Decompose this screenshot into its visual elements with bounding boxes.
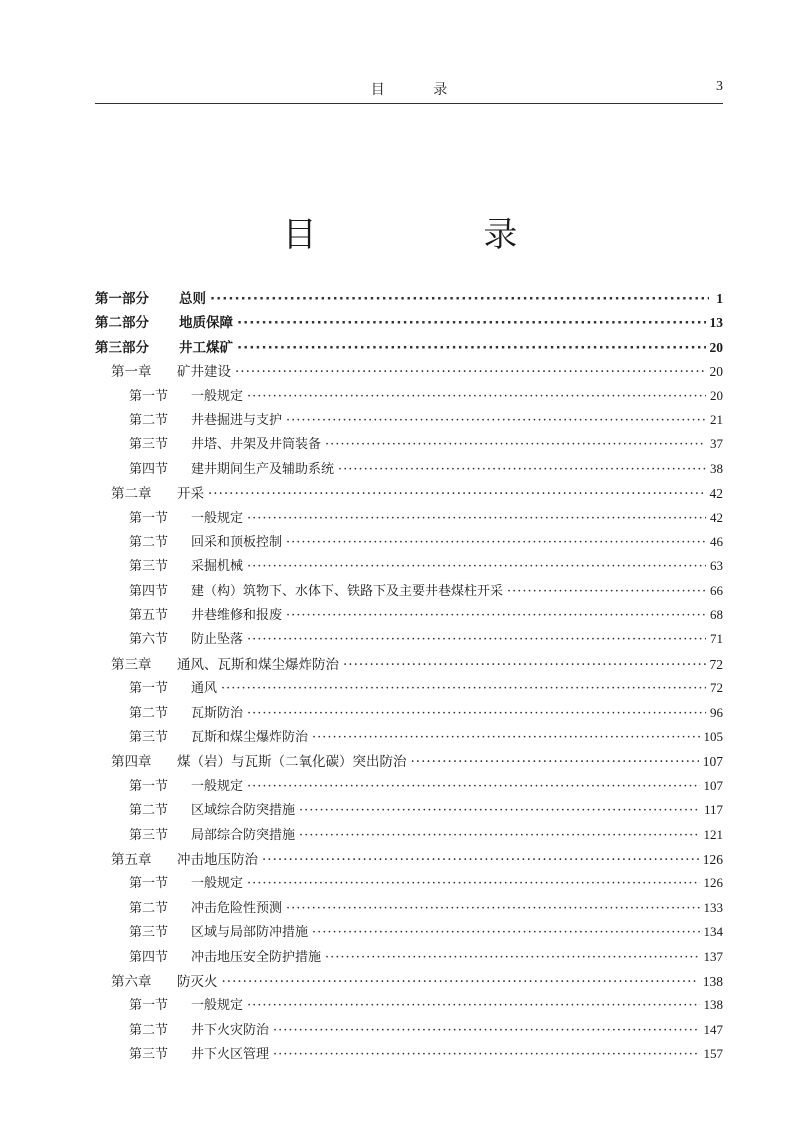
toc-entry-page: 72 [709, 656, 723, 672]
dot-leader [237, 340, 706, 356]
toc-entry-number: 第三节 [129, 925, 169, 941]
toc-entry-number: 第一章 [111, 364, 152, 381]
toc-entry-title: 防灭火 [177, 973, 218, 990]
toc-entry-number: 第二节 [129, 1022, 169, 1038]
toc-entry-number: 第六节 [129, 632, 169, 648]
dot-leader [222, 974, 699, 990]
toc-entry-page: 38 [710, 460, 723, 476]
dot-leader [325, 437, 706, 452]
toc-entry-part[interactable] [95, 311, 723, 335]
page-number: 3 [716, 79, 723, 94]
toc-entry-page: 71 [710, 631, 723, 647]
toc-entry-title: 冲击地压防治 [177, 851, 258, 868]
dot-leader [247, 876, 699, 891]
dot-leader [247, 559, 706, 574]
toc-entry-page: 46 [710, 533, 723, 549]
toc-entry-title: 矿井建设 [177, 364, 231, 381]
toc-entry-page: 20 [709, 364, 723, 380]
dot-leader [411, 754, 699, 770]
toc-entry-page: 105 [703, 729, 723, 745]
running-header-title: 目 录 [370, 82, 470, 98]
toc-entry-number: 第二节 [129, 534, 169, 550]
toc-entry-page: 63 [710, 558, 723, 574]
dot-leader [237, 315, 706, 331]
toc-entry-title: 冲击危险性预测 [191, 900, 283, 916]
toc-entry-section[interactable] [95, 531, 723, 555]
toc-entry-title: 通风 [191, 681, 218, 697]
toc-entry-page: 42 [709, 486, 723, 502]
toc-entry-title: 井下火灾防治 [191, 1022, 270, 1038]
toc-entry-page: 107 [703, 777, 723, 793]
dot-leader [286, 413, 706, 428]
toc-entry-title: 地质保障 [179, 315, 233, 332]
toc-entry-section[interactable] [95, 726, 723, 750]
toc-entry-section[interactable] [95, 897, 723, 921]
toc-entry-title: 冲击地压安全防护措施 [191, 949, 322, 965]
toc-entry-page: 117 [703, 802, 723, 818]
toc-entry-title: 防止坠落 [191, 632, 244, 648]
dot-leader [262, 852, 699, 868]
toc-entry-section[interactable] [95, 580, 723, 604]
table-of-contents [95, 287, 723, 1068]
toc-entry-page: 133 [703, 899, 723, 915]
toc-entry-section[interactable] [95, 872, 723, 896]
toc-entry-chapter[interactable] [95, 970, 723, 994]
toc-entry-number: 第四节 [129, 949, 169, 965]
toc-entry-page: 107 [702, 754, 723, 770]
toc-entry-chapter[interactable] [95, 750, 723, 774]
dot-leader [247, 389, 706, 404]
dot-leader [208, 486, 706, 502]
dot-leader [273, 1047, 699, 1062]
toc-entry-page: 20 [710, 387, 723, 403]
toc-entry-page: 126 [702, 851, 723, 867]
toc-entry-number: 第二节 [129, 705, 169, 721]
dot-leader [247, 511, 706, 526]
toc-entry-title: 井工煤矿 [179, 339, 233, 356]
toc-entry-number: 第二节 [129, 900, 169, 916]
toc-entry-section[interactable] [95, 824, 723, 848]
dot-leader [247, 779, 699, 794]
toc-entry-number: 第二节 [129, 803, 169, 819]
toc-entry-number: 第三节 [129, 730, 169, 746]
toc-entry-title: 一般规定 [191, 876, 244, 892]
dot-leader [286, 608, 706, 623]
dot-leader [247, 632, 706, 647]
dot-leader [299, 803, 700, 818]
dot-leader [210, 291, 709, 307]
toc-entry-chapter[interactable] [95, 360, 723, 384]
toc-entry-section[interactable] [95, 604, 723, 628]
toc-entry-part[interactable] [95, 336, 723, 360]
toc-entry-title: 采掘机械 [191, 559, 244, 575]
dot-leader [286, 535, 706, 550]
toc-entry-page: 21 [710, 411, 723, 427]
toc-entry-title: 井巷掘进与支护 [191, 412, 283, 428]
toc-entry-page: 42 [710, 509, 723, 525]
toc-entry-section[interactable] [95, 1019, 723, 1043]
toc-entry-page: 147 [703, 1021, 723, 1037]
toc-entry-chapter[interactable] [95, 482, 723, 506]
page-title: 目 录 [282, 215, 596, 255]
toc-entry-title: 井巷维修和报废 [191, 608, 283, 624]
toc-entry-title: 一般规定 [191, 510, 244, 526]
running-header [95, 77, 723, 104]
toc-entry-number: 第一部分 [95, 291, 149, 307]
toc-entry-chapter[interactable] [95, 653, 723, 677]
toc-entry-section[interactable] [95, 507, 723, 531]
toc-entry-title: 局部综合防突措施 [191, 827, 296, 843]
toc-entry-page: 126 [703, 875, 723, 891]
dot-leader [343, 657, 706, 673]
toc-entry-number: 第三章 [111, 656, 152, 673]
toc-entry-page: 1 [716, 291, 723, 306]
dot-leader [286, 901, 699, 916]
toc-entry-number: 第二部分 [95, 315, 149, 332]
toc-entry-number: 第五节 [129, 608, 169, 624]
toc-entry-number: 第六章 [111, 973, 152, 990]
toc-entry-title: 通风、瓦斯和煤尘爆炸防治 [177, 656, 339, 673]
toc-entry-section[interactable] [95, 946, 723, 970]
toc-entry-section[interactable] [95, 1043, 723, 1067]
toc-entry-section[interactable] [95, 677, 723, 701]
toc-entry-page: 121 [703, 826, 723, 842]
toc-entry-title: 一般规定 [191, 778, 244, 794]
dot-leader [312, 730, 699, 745]
toc-entry-number: 第四章 [111, 754, 152, 771]
toc-entry-page: 138 [702, 973, 723, 989]
toc-entry-number: 第一节 [129, 388, 169, 404]
toc-entry-number: 第四节 [129, 461, 169, 477]
toc-entry-number: 第三节 [129, 827, 169, 843]
toc-entry-page: 96 [710, 704, 723, 720]
toc-entry-page: 137 [703, 948, 723, 964]
toc-entry-title: 建（构）筑物下、水体下、铁路下及主要井巷煤柱开采 [191, 583, 504, 599]
toc-entry-title: 煤（岩）与瓦斯（二氧化碳）突出防治 [177, 754, 407, 771]
toc-entry-title: 瓦斯和煤尘爆炸防治 [191, 730, 309, 746]
toc-entry-section[interactable] [95, 385, 723, 409]
toc-entry-number: 第三节 [129, 437, 169, 453]
toc-entry-page: 138 [703, 997, 723, 1013]
dot-leader [312, 925, 699, 940]
toc-entry-number: 第三部分 [95, 339, 149, 356]
toc-entry-title: 一般规定 [191, 388, 244, 404]
toc-entry-page: 157 [703, 1046, 723, 1062]
toc-entry-number: 第一节 [129, 998, 169, 1014]
toc-entry-chapter[interactable] [95, 848, 723, 872]
toc-entry-title: 开采 [177, 486, 204, 503]
toc-entry-title: 区域与局部防冲措施 [191, 925, 309, 941]
toc-entry-section[interactable] [95, 555, 723, 579]
toc-entry-page: 68 [710, 607, 723, 623]
toc-entry-section[interactable] [95, 775, 723, 799]
dot-leader [247, 998, 699, 1013]
toc-entry-number: 第四节 [129, 583, 169, 599]
toc-entry-section[interactable] [95, 628, 723, 652]
toc-entry-page: 13 [709, 315, 723, 331]
toc-entry-number: 第一节 [129, 778, 169, 794]
toc-entry-page: 72 [710, 680, 723, 696]
toc-entry-title: 总则 [179, 291, 206, 307]
toc-entry-section[interactable] [95, 994, 723, 1018]
toc-entry-number: 第一节 [129, 510, 169, 526]
toc-entry-section[interactable] [95, 921, 723, 945]
dot-leader [299, 828, 699, 843]
toc-entry-title: 回采和顶板控制 [191, 534, 283, 550]
toc-entry-part[interactable] [95, 287, 723, 311]
toc-entry-page: 20 [709, 339, 723, 355]
toc-entry-number: 第一节 [129, 876, 169, 892]
toc-entry-title: 井下火区管理 [191, 1047, 270, 1063]
toc-entry-title: 区域综合防突措施 [191, 803, 296, 819]
toc-entry-section[interactable] [95, 409, 723, 433]
dot-leader [325, 950, 699, 965]
toc-entry-number: 第二节 [129, 412, 169, 428]
toc-entry-title: 一般规定 [191, 998, 244, 1014]
toc-entry-title: 建井期间生产及辅助系统 [191, 461, 335, 477]
toc-entry-number: 第二章 [111, 486, 152, 503]
toc-entry-section[interactable] [95, 799, 723, 823]
toc-entry-title: 井塔、井架及井筒装备 [191, 437, 322, 453]
dot-leader [273, 1023, 699, 1038]
dot-leader [221, 681, 706, 696]
dot-leader [247, 706, 706, 721]
toc-entry-number: 第五章 [111, 851, 152, 868]
toc-entry-page: 66 [710, 582, 723, 598]
toc-entry-section[interactable] [95, 433, 723, 457]
toc-entry-number: 第三节 [129, 559, 169, 575]
toc-entry-page: 37 [710, 436, 723, 452]
toc-entry-number: 第三节 [129, 1047, 169, 1063]
dot-leader [235, 364, 706, 380]
toc-entry-section[interactable] [95, 458, 723, 482]
toc-entry-number: 第一节 [129, 681, 169, 697]
toc-entry-page: 134 [703, 924, 723, 940]
toc-entry-title: 瓦斯防治 [191, 705, 244, 721]
dot-leader [338, 462, 706, 477]
dot-leader [507, 584, 706, 599]
toc-entry-section[interactable] [95, 702, 723, 726]
